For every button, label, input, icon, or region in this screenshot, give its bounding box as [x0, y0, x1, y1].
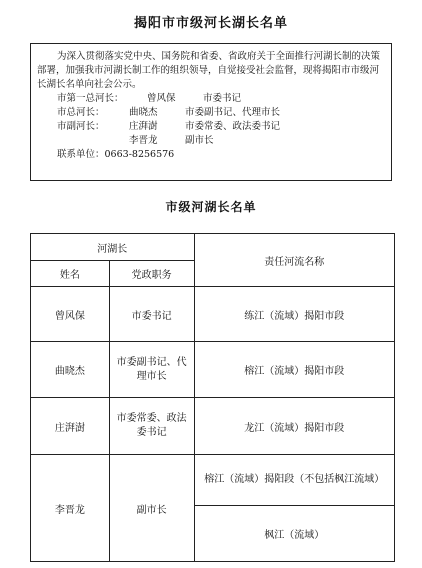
intro-role: 市总河长： — [57, 107, 105, 118]
intro-box — [30, 43, 392, 181]
cell-position: 市委书记 — [109, 287, 194, 342]
intro-line-general — [37, 106, 385, 120]
cell-river: 龙江（流域）揭阳市段 — [194, 398, 394, 455]
intro-name: 曲晓杰 — [129, 107, 158, 118]
cell-river: 枫江（流域） — [194, 506, 394, 562]
intro-role: 市第一总河长： — [57, 93, 124, 104]
cell-position: 市委副书记、代理市长 — [109, 342, 194, 398]
intro-position: 市委常委、政法委书记 — [185, 121, 281, 132]
cell-name: 曲晓杰 — [31, 342, 110, 398]
intro-role: 市副河长： — [57, 121, 105, 132]
intro-position: 市委副书记、代理市长 — [185, 107, 281, 118]
cell-river: 榕江（流域）揭阳市段 — [194, 342, 394, 398]
cell-position: 市委常委、政法委书记 — [109, 398, 194, 455]
cell-river: 榕江（流域）揭阳段（不包括枫江流域） — [194, 455, 394, 506]
intro-name: 李晋龙 — [129, 135, 158, 146]
contact-label: 联系单位： — [57, 149, 105, 160]
contact-value: 0663-8256576 — [104, 149, 175, 160]
table-row — [31, 398, 395, 455]
intro-name: 曾风保 — [147, 93, 176, 104]
intro-contact — [37, 148, 385, 162]
header-position: 党政职务 — [109, 261, 194, 287]
table-row — [31, 342, 395, 398]
intro-line-deputy — [37, 120, 385, 134]
intro-line-chief — [37, 92, 385, 106]
intro-position: 市委书记 — [203, 93, 242, 104]
table-header-row — [31, 234, 395, 261]
cell-name: 庄湃澍 — [31, 398, 110, 455]
intro-name: 庄湃澍 — [129, 121, 158, 132]
cell-name: 李晋龙 — [31, 455, 110, 562]
intro-paragraph: 为深入贯彻落实党中央、国务院和省委、省政府关于全面推行河湖长制的决策部署，加强我市河湖长制工作的组织领导，自觉接受社会监督，现将揭阳市市级河长湖长名单向社会公示。 — [37, 51, 381, 90]
header-river: 责任河流名称 — [194, 234, 394, 287]
intro-line-deputy-2 — [37, 134, 385, 148]
header-name: 姓名 — [31, 261, 110, 287]
table-row — [31, 455, 395, 506]
intro-position: 副市长 — [185, 135, 214, 146]
page-title: 揭阳市市级河长湖长名单 — [133, 16, 288, 31]
cell-river: 练江（流域）揭阳市段 — [194, 287, 394, 342]
header-group: 河湖长 — [31, 234, 195, 261]
cell-name: 曾风保 — [31, 287, 110, 342]
cell-position: 副市长 — [109, 455, 194, 562]
table-title: 市级河湖长名单 — [165, 200, 257, 214]
river-chief-table — [30, 233, 395, 562]
table-row — [31, 287, 395, 342]
